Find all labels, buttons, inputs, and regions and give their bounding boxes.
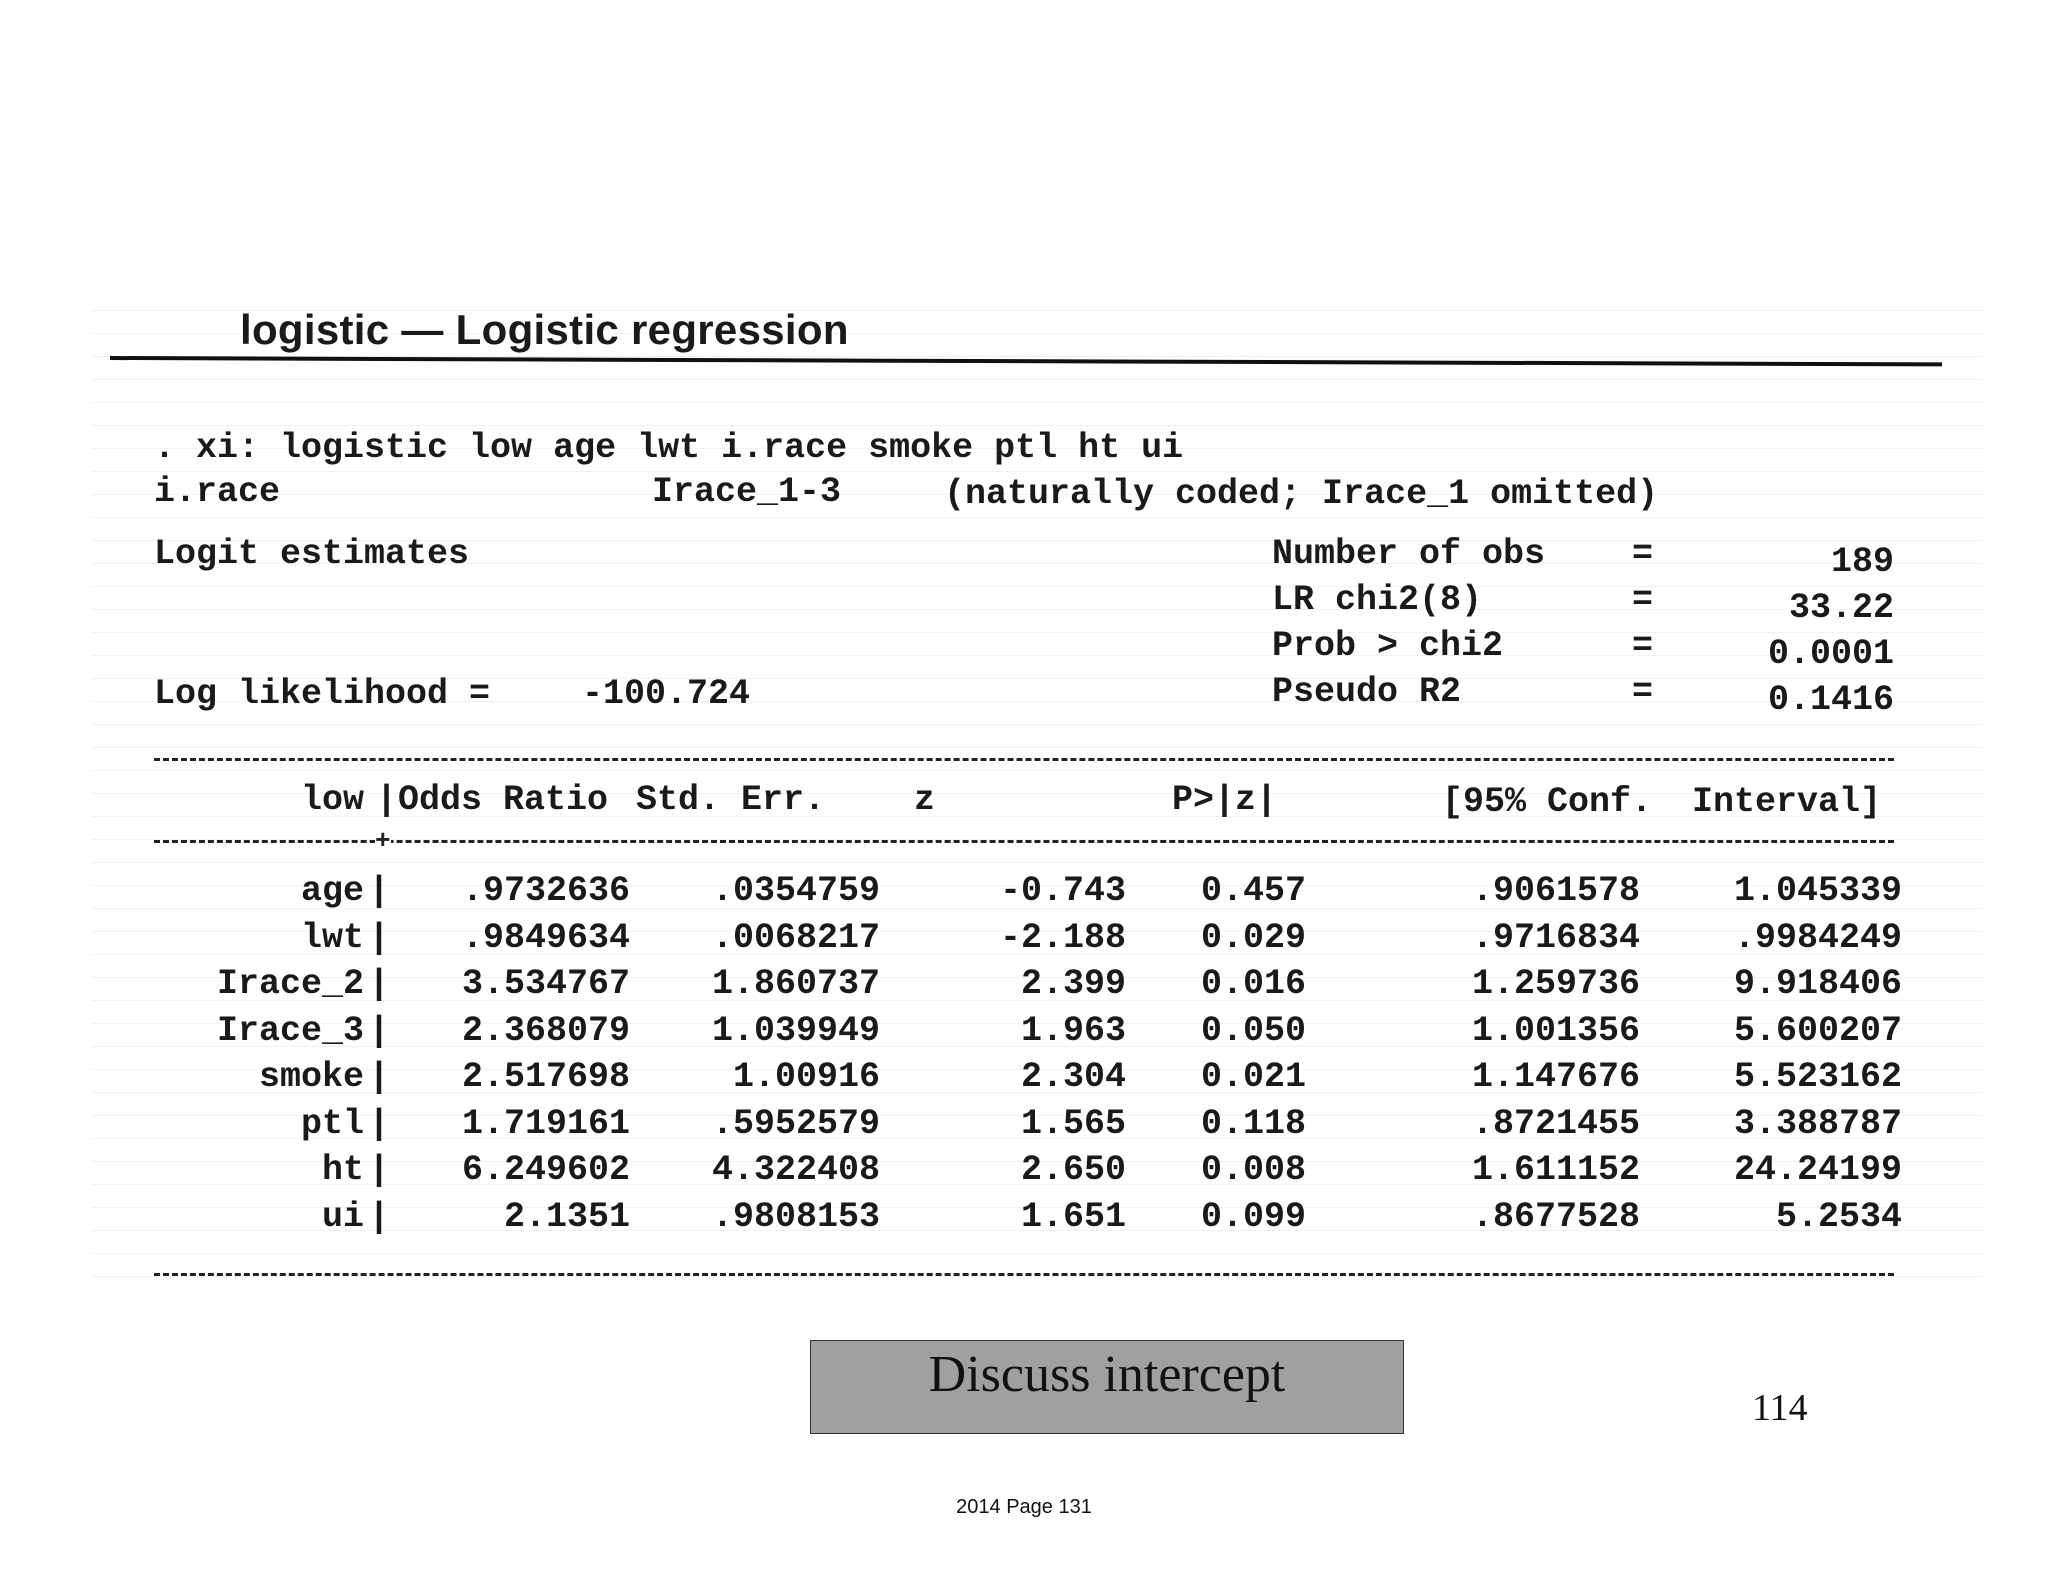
scanned-output [92, 288, 1982, 1288]
page-footer: 2014 Page 131 [956, 1496, 1092, 1518]
log-likelihood-value: -100.724 [582, 674, 751, 714]
cell-conf-high: .9984249 [1733, 917, 1902, 958]
row-variable: ui [321, 1196, 364, 1237]
cell-odds-ratio: 2.368079 [461, 1010, 630, 1051]
cell-p-value: 0.021 [1200, 1057, 1306, 1098]
cell-p-value: 0.457 [1200, 871, 1306, 912]
cell-conf-low: 1.147676 [1471, 1057, 1640, 1098]
header-z: z [914, 780, 936, 820]
stat-equals: = [1632, 672, 1654, 712]
row-separator: | [368, 917, 390, 958]
cell-std-err: .9808153 [711, 1196, 880, 1237]
stat-value: 33.22 [1788, 588, 1894, 628]
cell-odds-ratio: .9849634 [461, 917, 630, 958]
cell-std-err: 1.039949 [711, 1010, 880, 1051]
row-separator: | [368, 1010, 390, 1051]
cell-std-err: .5952579 [711, 1103, 880, 1144]
stat-value: 0.1416 [1767, 680, 1894, 720]
row-variable: age [300, 871, 364, 912]
cell-conf-high: 9.918406 [1733, 964, 1902, 1005]
heading-rule [110, 356, 1942, 366]
row-separator: | [368, 1150, 390, 1191]
row-variable: Irace_2 [216, 964, 364, 1005]
cell-z: 1.565 [1020, 1103, 1126, 1144]
stat-label: Prob > chi2 [1272, 626, 1504, 666]
cell-z: 2.304 [1020, 1057, 1126, 1098]
header-conf-low: [95% Conf. [1442, 782, 1653, 822]
cell-conf-high: 24.24199 [1733, 1150, 1902, 1191]
slide-page-number: 114 [1752, 1387, 1808, 1429]
table-row [154, 961, 1902, 1008]
cell-z: -0.743 [999, 871, 1126, 912]
row-separator: | [368, 1196, 390, 1237]
dashed-rule-bottom [154, 1273, 1894, 1276]
row-variable: smoke [258, 1057, 364, 1098]
stat-label: LR chi2(8) [1272, 580, 1483, 620]
stat-value: 189 [1830, 542, 1894, 582]
cell-conf-high: 1.045339 [1733, 871, 1902, 912]
cell-p-value: 0.118 [1200, 1103, 1306, 1144]
xi-note: (naturally coded; Irace_1 omitted) [944, 474, 1659, 514]
stat-equals: = [1632, 626, 1654, 666]
cell-std-err: 4.322408 [711, 1150, 880, 1191]
table-row [154, 1194, 1902, 1241]
dashed-rule-header [154, 840, 1894, 843]
cell-std-err: 1.860737 [711, 964, 880, 1005]
row-separator: | [368, 964, 390, 1005]
log-likelihood-label: Log likelihood = [154, 674, 491, 714]
header-odds-ratio: Odds Ratio [397, 780, 608, 820]
cell-std-err: .0068217 [711, 917, 880, 958]
section-heading: logistic — Logistic regression [240, 306, 849, 353]
table-row [154, 1008, 1902, 1055]
xi-dummies: Irace_1-3 [652, 472, 842, 512]
cell-odds-ratio: .9732636 [461, 871, 630, 912]
header-std-err: Std. Err. [636, 780, 826, 820]
cell-z: -2.188 [999, 917, 1126, 958]
header-separator: | [376, 780, 398, 820]
cell-z: 1.963 [1020, 1010, 1126, 1051]
cell-p-value: 0.050 [1200, 1010, 1306, 1051]
cell-std-err: .0354759 [711, 871, 880, 912]
cell-conf-low: .8721455 [1471, 1103, 1640, 1144]
cell-conf-low: .9061578 [1471, 871, 1640, 912]
stat-label: Number of obs [1272, 534, 1546, 574]
cell-conf-low: 1.259736 [1471, 964, 1640, 1005]
header-cross-mark: + [375, 826, 391, 856]
header-conf-high: Interval] [1692, 782, 1882, 822]
table-row [154, 1054, 1902, 1101]
cell-conf-low: 1.001356 [1471, 1010, 1640, 1051]
row-variable: lwt [300, 917, 364, 958]
xi-var: i.race [154, 472, 281, 512]
discuss-intercept-box: Discuss intercept [810, 1340, 1404, 1434]
cell-conf-high: 5.600207 [1733, 1010, 1902, 1051]
cell-std-err: 1.00916 [732, 1057, 880, 1098]
dashed-rule-top [154, 758, 1894, 761]
table-row [154, 868, 1902, 915]
cell-odds-ratio: 6.249602 [461, 1150, 630, 1191]
cell-odds-ratio: 1.719161 [461, 1103, 630, 1144]
row-variable: ht [321, 1150, 364, 1191]
stat-label: Pseudo R2 [1272, 672, 1462, 712]
row-separator: | [368, 871, 390, 912]
cell-conf-high: 5.523162 [1733, 1057, 1902, 1098]
header-low: low [300, 780, 364, 820]
row-variable: ptl [300, 1103, 364, 1144]
command-line: . xi: logistic low age lwt i.race smoke ptl ht ui [154, 428, 1184, 468]
row-variable: Irace_3 [216, 1010, 364, 1051]
model-title: Logit estimates [154, 534, 470, 574]
cell-p-value: 0.099 [1200, 1196, 1306, 1237]
stat-equals: = [1632, 534, 1654, 574]
cell-odds-ratio: 3.534767 [461, 964, 630, 1005]
stat-value: 0.0001 [1767, 634, 1894, 674]
header-p-value: P>|z| [1172, 780, 1278, 820]
row-separator: | [368, 1057, 390, 1098]
cell-odds-ratio: 2.1351 [503, 1196, 630, 1237]
cell-conf-high: 5.2534 [1775, 1196, 1902, 1237]
coefficient-table [154, 868, 1902, 1240]
table-row [154, 915, 1902, 962]
cell-p-value: 0.016 [1200, 964, 1306, 1005]
cell-conf-low: .9716834 [1471, 917, 1640, 958]
row-separator: | [368, 1103, 390, 1144]
cell-odds-ratio: 2.517698 [461, 1057, 630, 1098]
cell-z: 1.651 [1020, 1196, 1126, 1237]
cell-conf-low: 1.611152 [1471, 1150, 1640, 1191]
cell-p-value: 0.029 [1200, 917, 1306, 958]
stat-equals: = [1632, 580, 1654, 620]
cell-conf-low: .8677528 [1471, 1196, 1640, 1237]
cell-z: 2.399 [1020, 964, 1126, 1005]
cell-conf-high: 3.388787 [1733, 1103, 1902, 1144]
table-row [154, 1147, 1902, 1194]
table-row [154, 1101, 1902, 1148]
cell-p-value: 0.008 [1200, 1150, 1306, 1191]
cell-z: 2.650 [1020, 1150, 1126, 1191]
